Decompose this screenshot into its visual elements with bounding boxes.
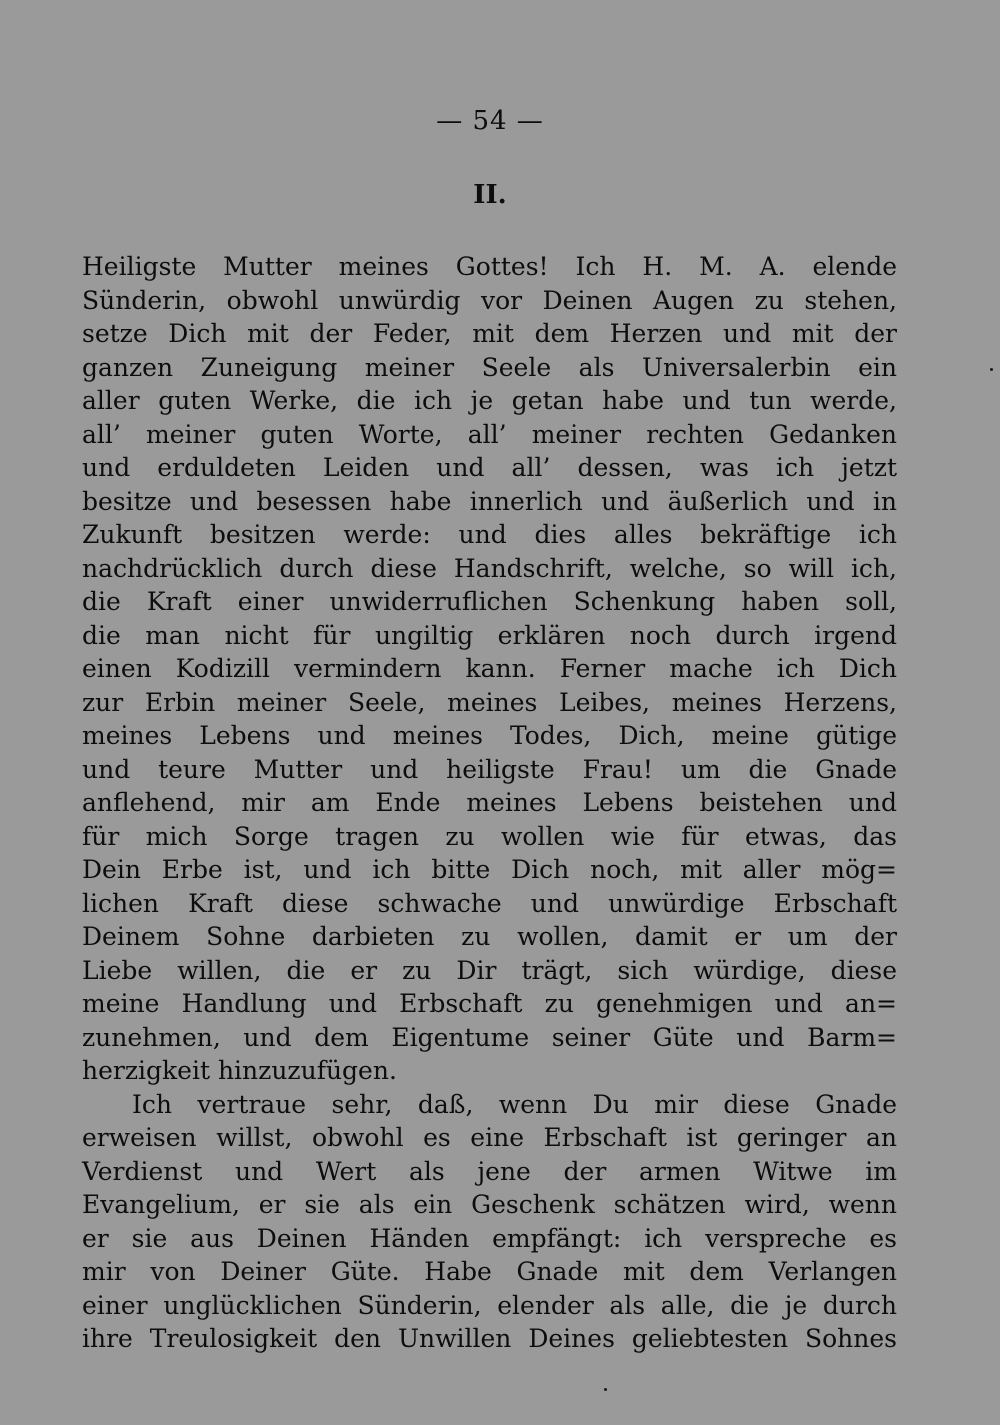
text-line: für mich Sorge tragen zu wollen wie für etwas, das <box>82 821 897 851</box>
text-line: meine Handlung und Erbschaft zu genehmigen und an= <box>82 989 897 1018</box>
text-line: Zukunft besitzen werde: und dies alles bekräftige ich <box>82 520 897 549</box>
text-line: Dein Erbe ist, und ich bitte Dich noch, mit aller mög= <box>82 855 897 884</box>
text-line: herzigkeit hinzuzufügen. <box>82 1056 397 1085</box>
text-line: zur Erbin meiner Seele, meines Leibes, meines Herzens, <box>82 687 897 717</box>
text-line: lichen Kraft diese schwache und unwürdige Erbschaft <box>82 888 897 918</box>
text-line: ihre Treulosigkeit den Unwillen Deines geliebtesten Sohnes <box>82 1324 897 1353</box>
scan-speck <box>990 368 993 371</box>
text-line: Ich vertraue sehr, daß, wenn Du mir diese Gnade <box>132 1089 897 1119</box>
text-line: Deinem Sohne darbieten zu wollen, damit er um der <box>82 922 897 951</box>
text-line: und teure Mutter und heiligste Frau! um die Gnade <box>82 754 897 784</box>
text-line: er sie aus Deinen Händen empfängt: ich verspreche es <box>82 1223 897 1253</box>
text-line: und erduldeten Leiden und all’ dessen, was ich jetzt <box>82 453 897 482</box>
paragraph-1 <box>82 250 897 1088</box>
text-line: einen Kodizill vermindern kann. Ferner mache ich Dich <box>82 654 897 683</box>
scan-speck <box>604 1388 607 1391</box>
text-line: zunehmen, und dem Eigentume seiner Güte und Barm= <box>82 1022 897 1052</box>
text-line: Verdienst und Wert als jene der armen Witwe im <box>82 1156 897 1186</box>
text-line: Evangelium, er sie als ein Geschenk schätzen wird, wenn <box>82 1190 897 1219</box>
text-line: ganzen Zuneigung meiner Seele als Universalerbin ein <box>82 352 897 382</box>
text-line: nachdrücklich durch diese Handschrift, welche, so will ich, <box>82 553 897 583</box>
text-line: Sünderin, obwohl unwürdig vor Deinen Augen zu stehen, <box>82 285 897 315</box>
text-line: Heiligste Mutter meines Gottes! Ich H. M. A. elende <box>82 252 897 281</box>
paragraph-2 <box>82 1088 897 1356</box>
text-line: die Kraft einer unwiderruflichen Schenkung haben soll, <box>82 587 897 616</box>
page-number: — 54 — <box>436 106 544 136</box>
text-line: einer unglücklichen Sünderin, elender als alle, die je durch <box>82 1290 897 1320</box>
text-line: erweisen willst, obwohl es eine Erbschaft ist geringer an <box>82 1123 897 1152</box>
text-line: aller guten Werke, die ich je getan habe und tun werde, <box>82 386 897 415</box>
text-line: die man nicht für ungiltig erklären noch durch irgend <box>82 620 897 650</box>
text-line: mir von Deiner Güte. Habe Gnade mit dem Verlangen <box>82 1257 897 1286</box>
text-line: all’ meiner guten Worte, all’ meiner rechten Gedanken <box>82 419 897 449</box>
body-text <box>82 250 897 1356</box>
text-line: anflehend, mir am Ende meines Lebens beistehen und <box>82 788 897 817</box>
text-line: setze Dich mit der Feder, mit dem Herzen und mit der <box>82 319 897 348</box>
section-heading: II. <box>473 180 507 210</box>
text-line: Liebe willen, die er zu Dir trägt, sich würdige, diese <box>82 955 897 985</box>
text-line: meines Lebens und meines Todes, Dich, meine gütige <box>82 721 897 750</box>
text-line: besitze und besessen habe innerlich und äußerlich und in <box>82 486 897 516</box>
